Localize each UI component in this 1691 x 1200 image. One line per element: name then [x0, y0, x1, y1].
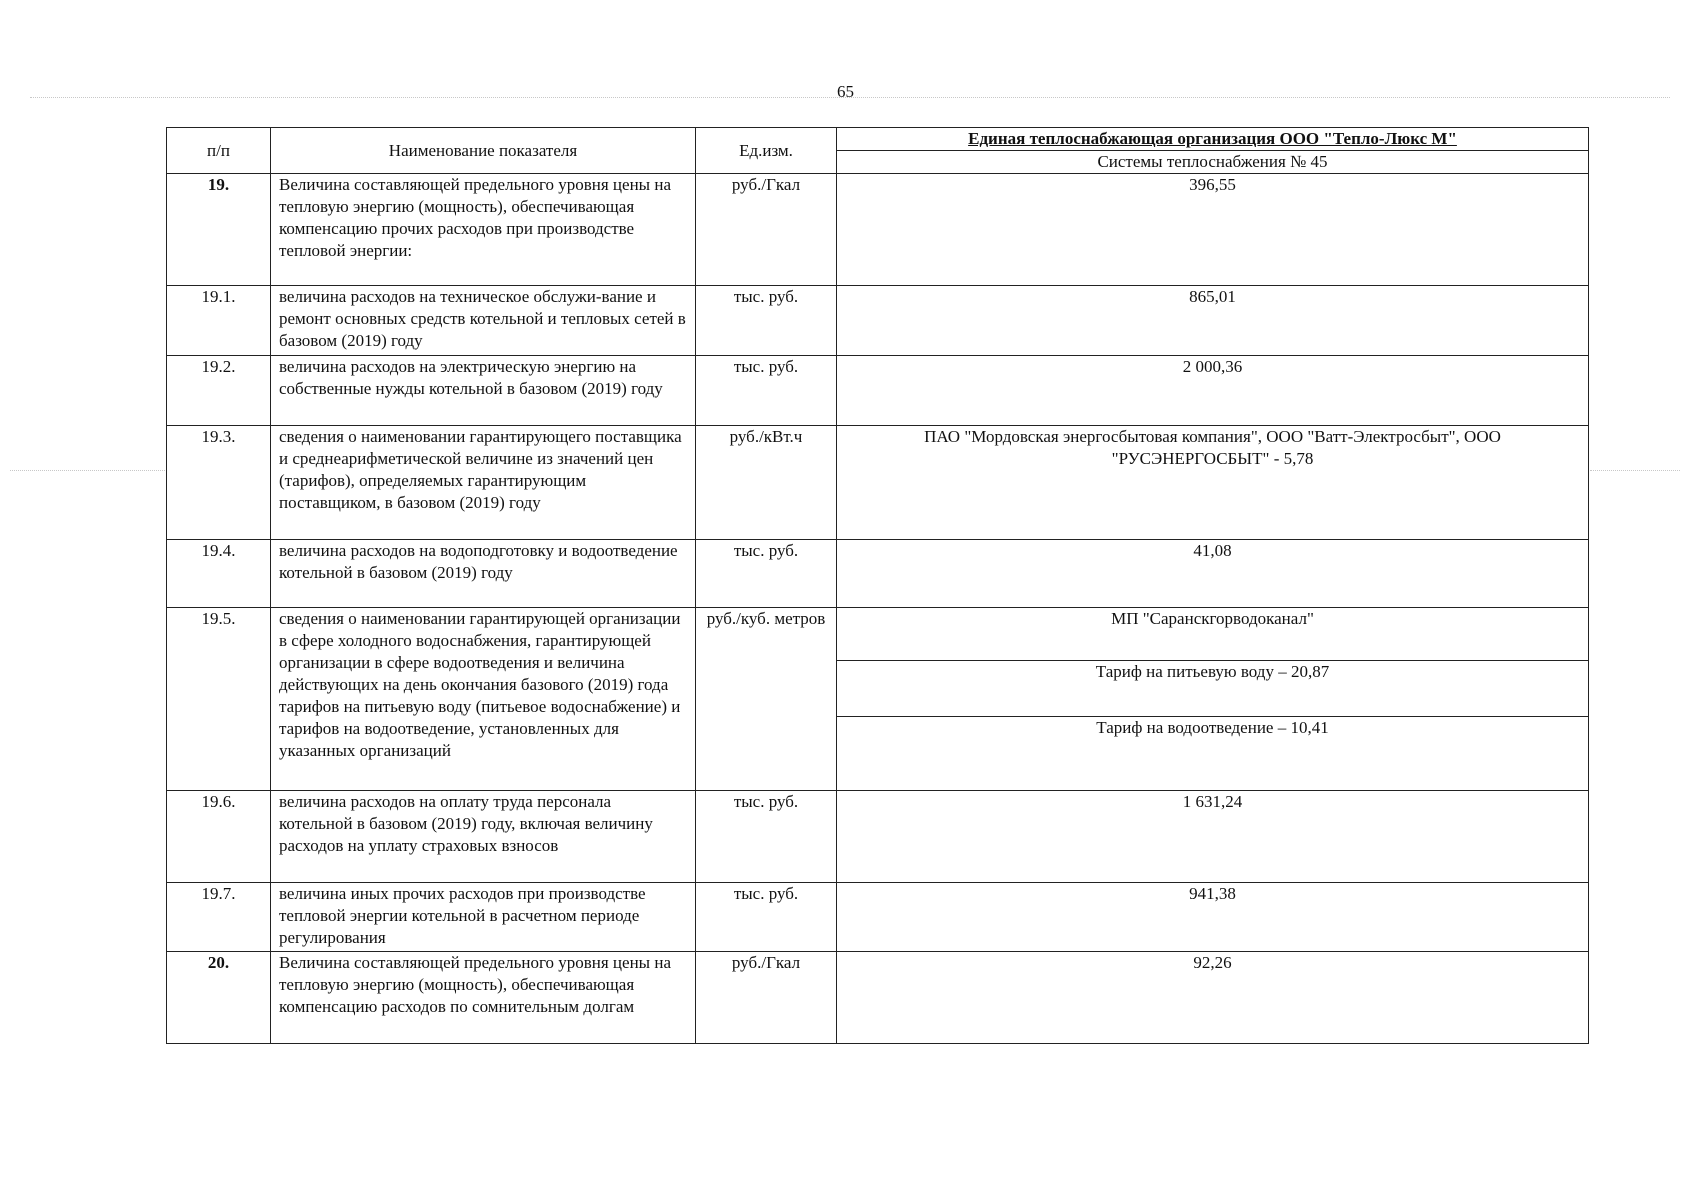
header-name: Наименование показателя	[271, 128, 696, 174]
unit: руб./Гкал	[696, 952, 837, 1044]
row-number: 19.1.	[167, 286, 271, 356]
table-row	[167, 356, 1589, 426]
value-drinking-water-tariff: Тариф на питьевую воду – 20,87	[837, 661, 1589, 717]
table-row	[167, 608, 1589, 661]
table-row	[167, 791, 1589, 883]
indicator-name: величина расходов на оплату труда персонала котельной в базовом (2019) году, включая величину расходов на уплату страховых взносов	[271, 791, 696, 883]
row-number: 19.4.	[167, 540, 271, 608]
unit: руб./куб. метров	[696, 608, 837, 791]
unit: тыс. руб.	[696, 883, 837, 952]
indicator-name: сведения о наименовании гарантирующей организации в сфере холодного водоснабжения, гарантирующей организации в сфере водоотведения и величина действующих на день окончания базового (2019) года тарифов на питьевую воду (питьевое водоснабжение) и тарифов на водоотведение, установленных для указанных организаций	[271, 608, 696, 791]
unit: руб./кВт.ч	[696, 426, 837, 540]
value-wastewater-tariff: Тариф на водоотведение – 10,41	[837, 717, 1589, 791]
row-number: 19.2.	[167, 356, 271, 426]
unit: тыс. руб.	[696, 286, 837, 356]
indicator-name: величина расходов на электрическую энергию на собственные нужды котельной в базовом (2019) году	[271, 356, 696, 426]
unit: тыс. руб.	[696, 356, 837, 426]
value: 396,55	[837, 174, 1589, 286]
scan-artifact-line	[30, 97, 1670, 98]
table-row	[167, 540, 1589, 608]
row-number: 19.5.	[167, 608, 271, 791]
table-row	[167, 883, 1589, 952]
indicator-table	[166, 127, 1589, 1044]
value: 41,08	[837, 540, 1589, 608]
value: 1 631,24	[837, 791, 1589, 883]
indicator-name: Величина составляющей предельного уровня цены на тепловую энергию (мощность), обеспечивающая компенсацию расходов по сомнительным долгам	[271, 952, 696, 1044]
row-number: 20.	[167, 952, 271, 1044]
indicator-name: сведения о наименовании гарантирующего поставщика и среднеарифметической величине из значений цен (тарифов), определяемых гарантирующим поставщиком, в базовом (2019) году	[271, 426, 696, 540]
indicator-name: Величина составляющей предельного уровня цены на тепловую энергию (мощность), обеспечивающая компенсацию прочих расходов при производстве тепловой энергии:	[271, 174, 696, 286]
header-unit: Ед.изм.	[696, 128, 837, 174]
table-row	[167, 426, 1589, 540]
value: ПАО "Мордовская энергосбытовая компания", ООО "Ватт-Электросбыт", ООО "РУСЭНЕРГОСБЫТ" - 5,78	[837, 426, 1589, 540]
row-number: 19.6.	[167, 791, 271, 883]
scan-artifact-line	[1590, 470, 1680, 471]
page-number: 65	[837, 82, 854, 101]
unit: руб./Гкал	[696, 174, 837, 286]
value: 92,26	[837, 952, 1589, 1044]
header-organization: Единая теплоснабжающая организация ООО "Тепло-Люкс М"	[837, 128, 1589, 151]
table-row	[167, 952, 1589, 1044]
indicator-name: величина иных прочих расходов при производстве тепловой энергии котельной в расчетном периоде регулирования	[271, 883, 696, 952]
table-row	[167, 286, 1589, 356]
value: 941,38	[837, 883, 1589, 952]
table-row	[167, 174, 1589, 286]
value-water-organization: МП "Саранскгорводоканал"	[837, 608, 1589, 661]
indicator-name: величина расходов на техническое обслужи-вание и ремонт основных средств котельной и тепловых сетей в базовом (2019) году	[271, 286, 696, 356]
unit: тыс. руб.	[696, 540, 837, 608]
unit: тыс. руб.	[696, 791, 837, 883]
row-number: 19.3.	[167, 426, 271, 540]
value: 865,01	[837, 286, 1589, 356]
row-number: 19.7.	[167, 883, 271, 952]
scan-artifact-line	[10, 470, 165, 471]
indicator-name: величина расходов на водоподготовку и водоотведение котельной в базовом (2019) году	[271, 540, 696, 608]
header-num: п/п	[167, 128, 271, 174]
value: 2 000,36	[837, 356, 1589, 426]
row-number: 19.	[167, 174, 271, 286]
header-heat-system: Системы теплоснабжения № 45	[837, 151, 1589, 174]
